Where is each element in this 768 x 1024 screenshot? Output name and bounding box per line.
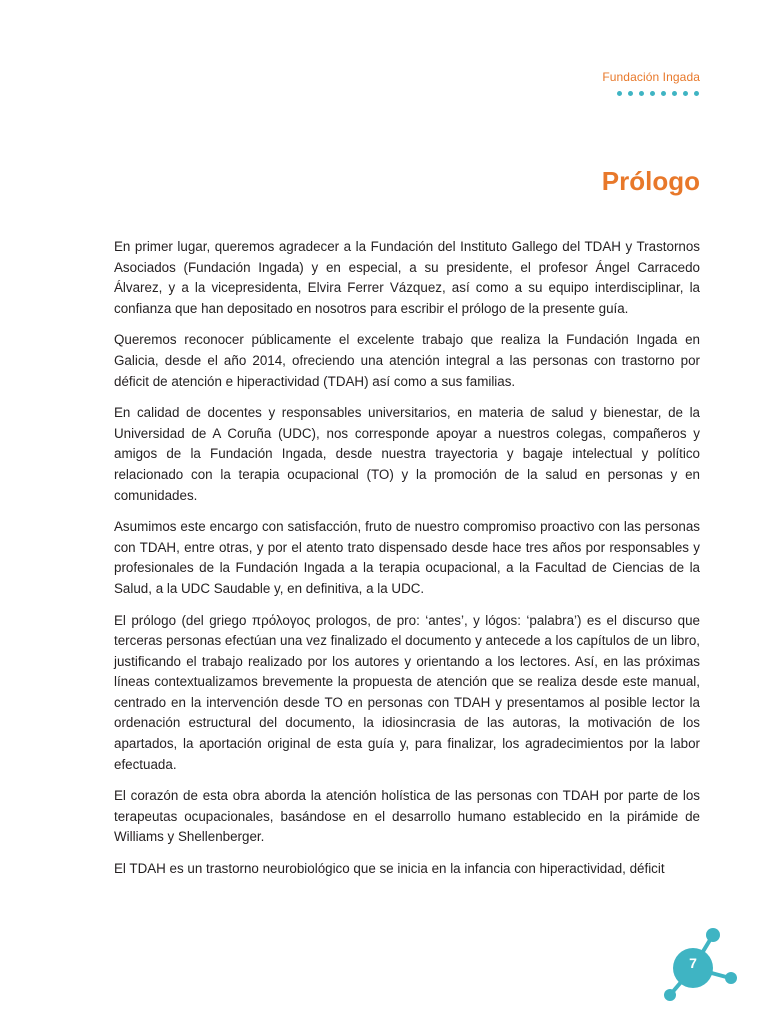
paragraph: En calidad de docentes y responsables universitarios, en materia de salud y bienestar, de la Universidad de A Coruña (UDC), nos corresponde apoyar a nuestros colegas, compañeros y amigos de la Fundación Ingada, desde nuestra trayectoria y bagaje intelectual y político relacionado con la terapia ocupacional (TO) y la promoción de la salud en personas y en comunidades. xyxy=(114,405,700,503)
header-dots-decoration xyxy=(617,91,699,96)
paragraph: En primer lugar, queremos agradecer a la Fundación del Instituto Gallego del TDAH y Trastornos Asociados (Fundación Ingada) y en especial, a su presidente, el profesor Ángel Carracedo Álvarez, y a la vicepresidenta, Elvira Ferrer Vázquez, así como a su equipo interdisciplinar, la confianza que han depositado en nosotros para escribir el prólogo de la presente guía. xyxy=(114,239,700,316)
paragraph: Asumimos este encargo con satisfacción, fruto de nuestro compromiso proactivo con las personas con TDAH, entre otras, y por el atento trato dispensado desde hace tres años por responsables y profesionales de la Fundación Ingada a la terapia ocupacional, a la Facultad de Ciencias de la Salud, a la UDC Saudable y, en definitiva, a la UDC. xyxy=(114,519,700,596)
page-title: Prólogo xyxy=(601,166,700,196)
page-number: 7 xyxy=(689,955,697,971)
paragraph: El corazón de esta obra aborda la atención holística de las personas con TDAH por parte de los terapeutas ocupacionales, basándose en el desarrollo humano establecido en la pirámide de Williams y Shellenberger. xyxy=(114,788,700,845)
body-text xyxy=(114,237,700,891)
paragraph: El prólogo (del griego πρόλογος prologos, de pro: ‘antes’, y lógos: ‘palabra’) es el discurso que terceras personas efectúan una vez finalizado el documento y antecede a los capítulos de un libro, justificando el trabajo realizado por los autores y orientando a los lectores. Así, en las próximas líneas contextualizamos brevemente la propuesta de atención que se realiza desde este manual, centrado en la intervención desde TO en personas con TDAH y presentamos al posible lector la ordenación estructural del documento, la idiosincrasia de las autoras, la motivación de los apartados, la aportación original de esta guía y, para finalizar, los agradecimientos por la labor efectuada. xyxy=(114,612,700,772)
header-brand: Fundación Ingada xyxy=(602,70,700,84)
paragraph: El TDAH es un trastorno neurobiológico que se inicia en la infancia con hiperactividad, déficit xyxy=(114,861,665,877)
paragraph: Queremos reconocer públicamente el excelente trabajo que realiza la Fundación Ingada en Galicia, desde el año 2014, ofreciendo una atención integral a las personas con trastorno por déficit de atención e hiperactividad (TDAH) así como a sus familias. xyxy=(114,332,700,389)
